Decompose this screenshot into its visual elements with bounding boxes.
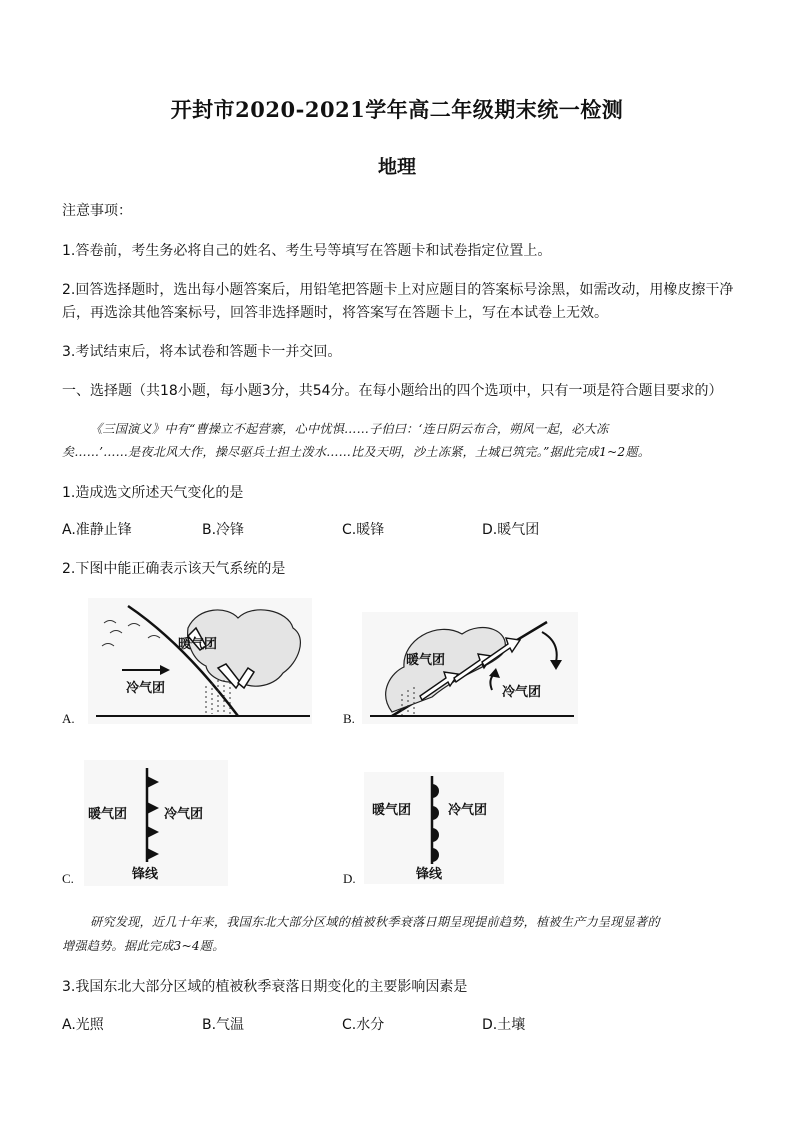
figure-c-label: C. (62, 871, 74, 886)
q1-option-d[interactable]: D.暖气团 (482, 522, 540, 538)
figure-b-warm-label: 暖气团 (406, 653, 446, 668)
figure-b-cold-label: 冷气团 (502, 685, 542, 700)
figure-d-label: D. (343, 871, 356, 886)
notice-item-3: 3.考试结束后，将本试卷和答题卡一并交回。 (62, 344, 342, 360)
figure-d-warm-label: 暖气团 (372, 803, 412, 818)
passage-2-line-1: 研究发现，近几十年来，我国东北大部分区域的植被秋季衰落日期呈现提前趋势，植被生产力呈现显著的 (90, 915, 660, 929)
figure-b[interactable] (362, 612, 578, 728)
q3-option-b[interactable]: B.气温 (202, 1017, 245, 1033)
figure-d-cold-label: 冷气团 (448, 803, 488, 818)
exam-title: 开封市2020-2021学年高二年级期末统一检测 (170, 97, 624, 122)
notice-heading: 注意事项： (62, 203, 132, 219)
q1-option-c[interactable]: C.暖锋 (342, 522, 385, 538)
q3-option-c[interactable]: C.水分 (342, 1017, 385, 1033)
figure-a-warm-label: 暖气团 (178, 637, 218, 652)
section-heading: 一、选择题（共18小题，每小题3分，共54分。在每小题给出的四个选项中，只有一项是符合题目要求的） (62, 383, 723, 399)
q1-option-a[interactable]: A.准静止锋 (62, 522, 132, 538)
question-2-stem: 2.下图中能正确表示该天气系统的是 (62, 561, 286, 577)
subject-title: 地理 (377, 156, 416, 178)
passage-2-line-2: 增强趋势。据此完成3~4题。 (62, 939, 225, 953)
figure-c-cold-label: 冷气团 (164, 807, 204, 822)
figure-a-cold-label: 冷气团 (126, 681, 166, 696)
passage-1-line-2: 矣……’……是夜北风大作，操尽驱兵士担土泼水……比及天明，沙土冻紧，土城已筑完。”据此完成1~2题。 (62, 445, 651, 459)
notice-item-1: 1.答卷前，考生务必将自己的姓名、考生号等填写在答题卡和试卷指定位置上。 (62, 243, 552, 259)
figure-c-warm-label: 暖气团 (88, 807, 128, 822)
figure-c-front-label: 锋线 (132, 867, 159, 882)
question-3-stem: 3.我国东北大部分区域的植被秋季衰落日期变化的主要影响因素是 (62, 979, 468, 995)
figure-d-front-label: 锋线 (416, 867, 443, 882)
figure-a-label: A. (62, 711, 75, 726)
passage-1-line-1: 《三国演义》中有“曹操立不起营寨，心中忧惧……子伯曰：‘连日阴云布合，朔风一起，必大冻 (90, 422, 609, 436)
q3-option-d[interactable]: D.土壤 (482, 1017, 526, 1033)
question-1-stem: 1.造成选文所述天气变化的是 (62, 485, 244, 501)
figure-d[interactable] (364, 772, 504, 888)
q1-option-b[interactable]: B.冷锋 (202, 522, 245, 538)
notice-item-2-line-2: 后，再选涂其他答案标号，回答非选择题时，将答案写在答题卡上，写在本试卷上无效。 (62, 305, 608, 321)
figure-b-label: B. (343, 711, 355, 726)
figure-c[interactable] (84, 760, 228, 890)
figure-a[interactable] (88, 598, 312, 728)
q3-option-a[interactable]: A.光照 (62, 1017, 104, 1033)
notice-item-2-line-1: 2.回答选择题时，选出每小题答案后，用铅笔把答题卡上对应题目的答案标号涂黑，如需改动，用橡皮擦干净 (62, 282, 734, 298)
